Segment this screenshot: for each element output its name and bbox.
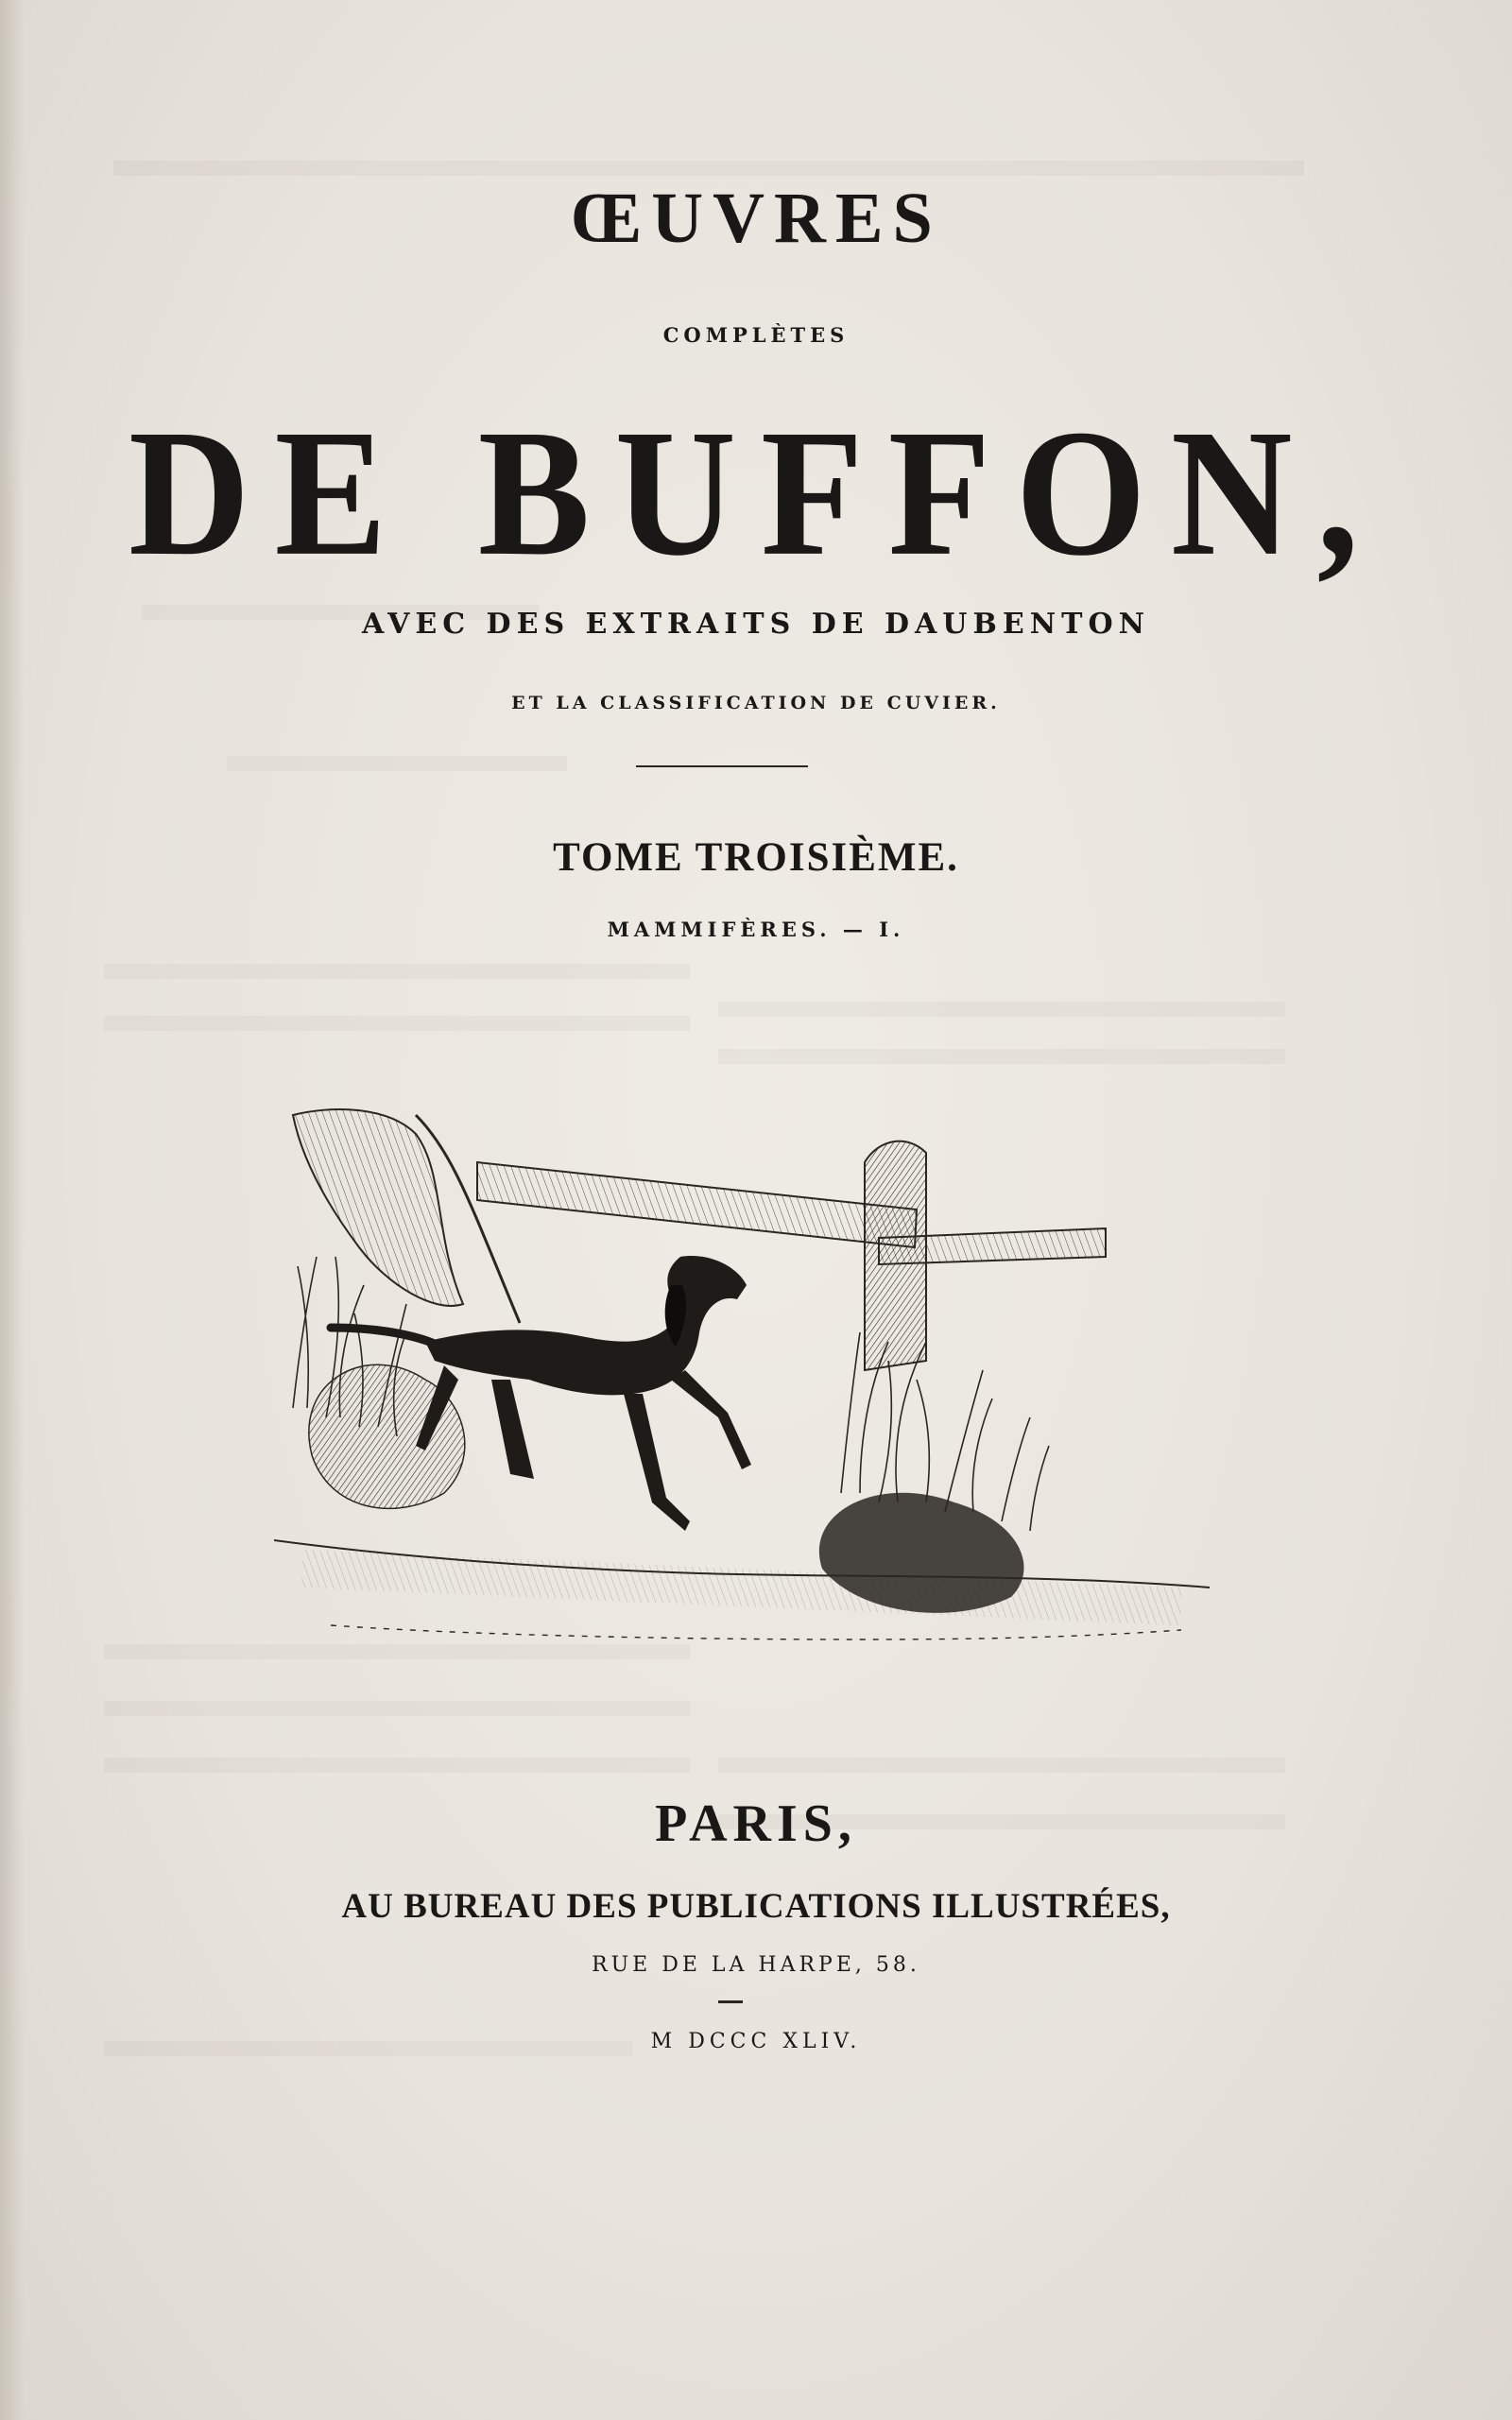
subtitle-daubenton: AVEC DES EXTRAITS DE DAUBENTON [362,608,1150,641]
dog-engraving-illustration [274,1096,1210,1673]
spine-shadow [0,0,25,2420]
imprint-city: PARIS, [655,1794,857,1853]
title-completes: COMPLÈTES [662,323,850,347]
title-oeuvres: ŒUVRES [570,179,942,258]
volume-title: TOME TROISIÈME. [553,835,959,880]
imprint-date: M DCCC XLIV. [650,2030,862,2053]
imprint-address: RUE DE LA HARPE, 58. [592,1953,920,1977]
title-de-buffon: DE BUFFON, [129,391,1383,594]
volume-subject: MAMMIFÈRES. — I. [607,918,905,941]
divider-rule [636,765,808,767]
subtitle-cuvier: ET LA CLASSIFICATION DE CUVIER. [511,693,1001,713]
imprint-rule [718,2000,743,2003]
imprint-publisher: AU BUREAU DES PUBLICATIONS ILLUSTRÉES, [341,1887,1171,1926]
